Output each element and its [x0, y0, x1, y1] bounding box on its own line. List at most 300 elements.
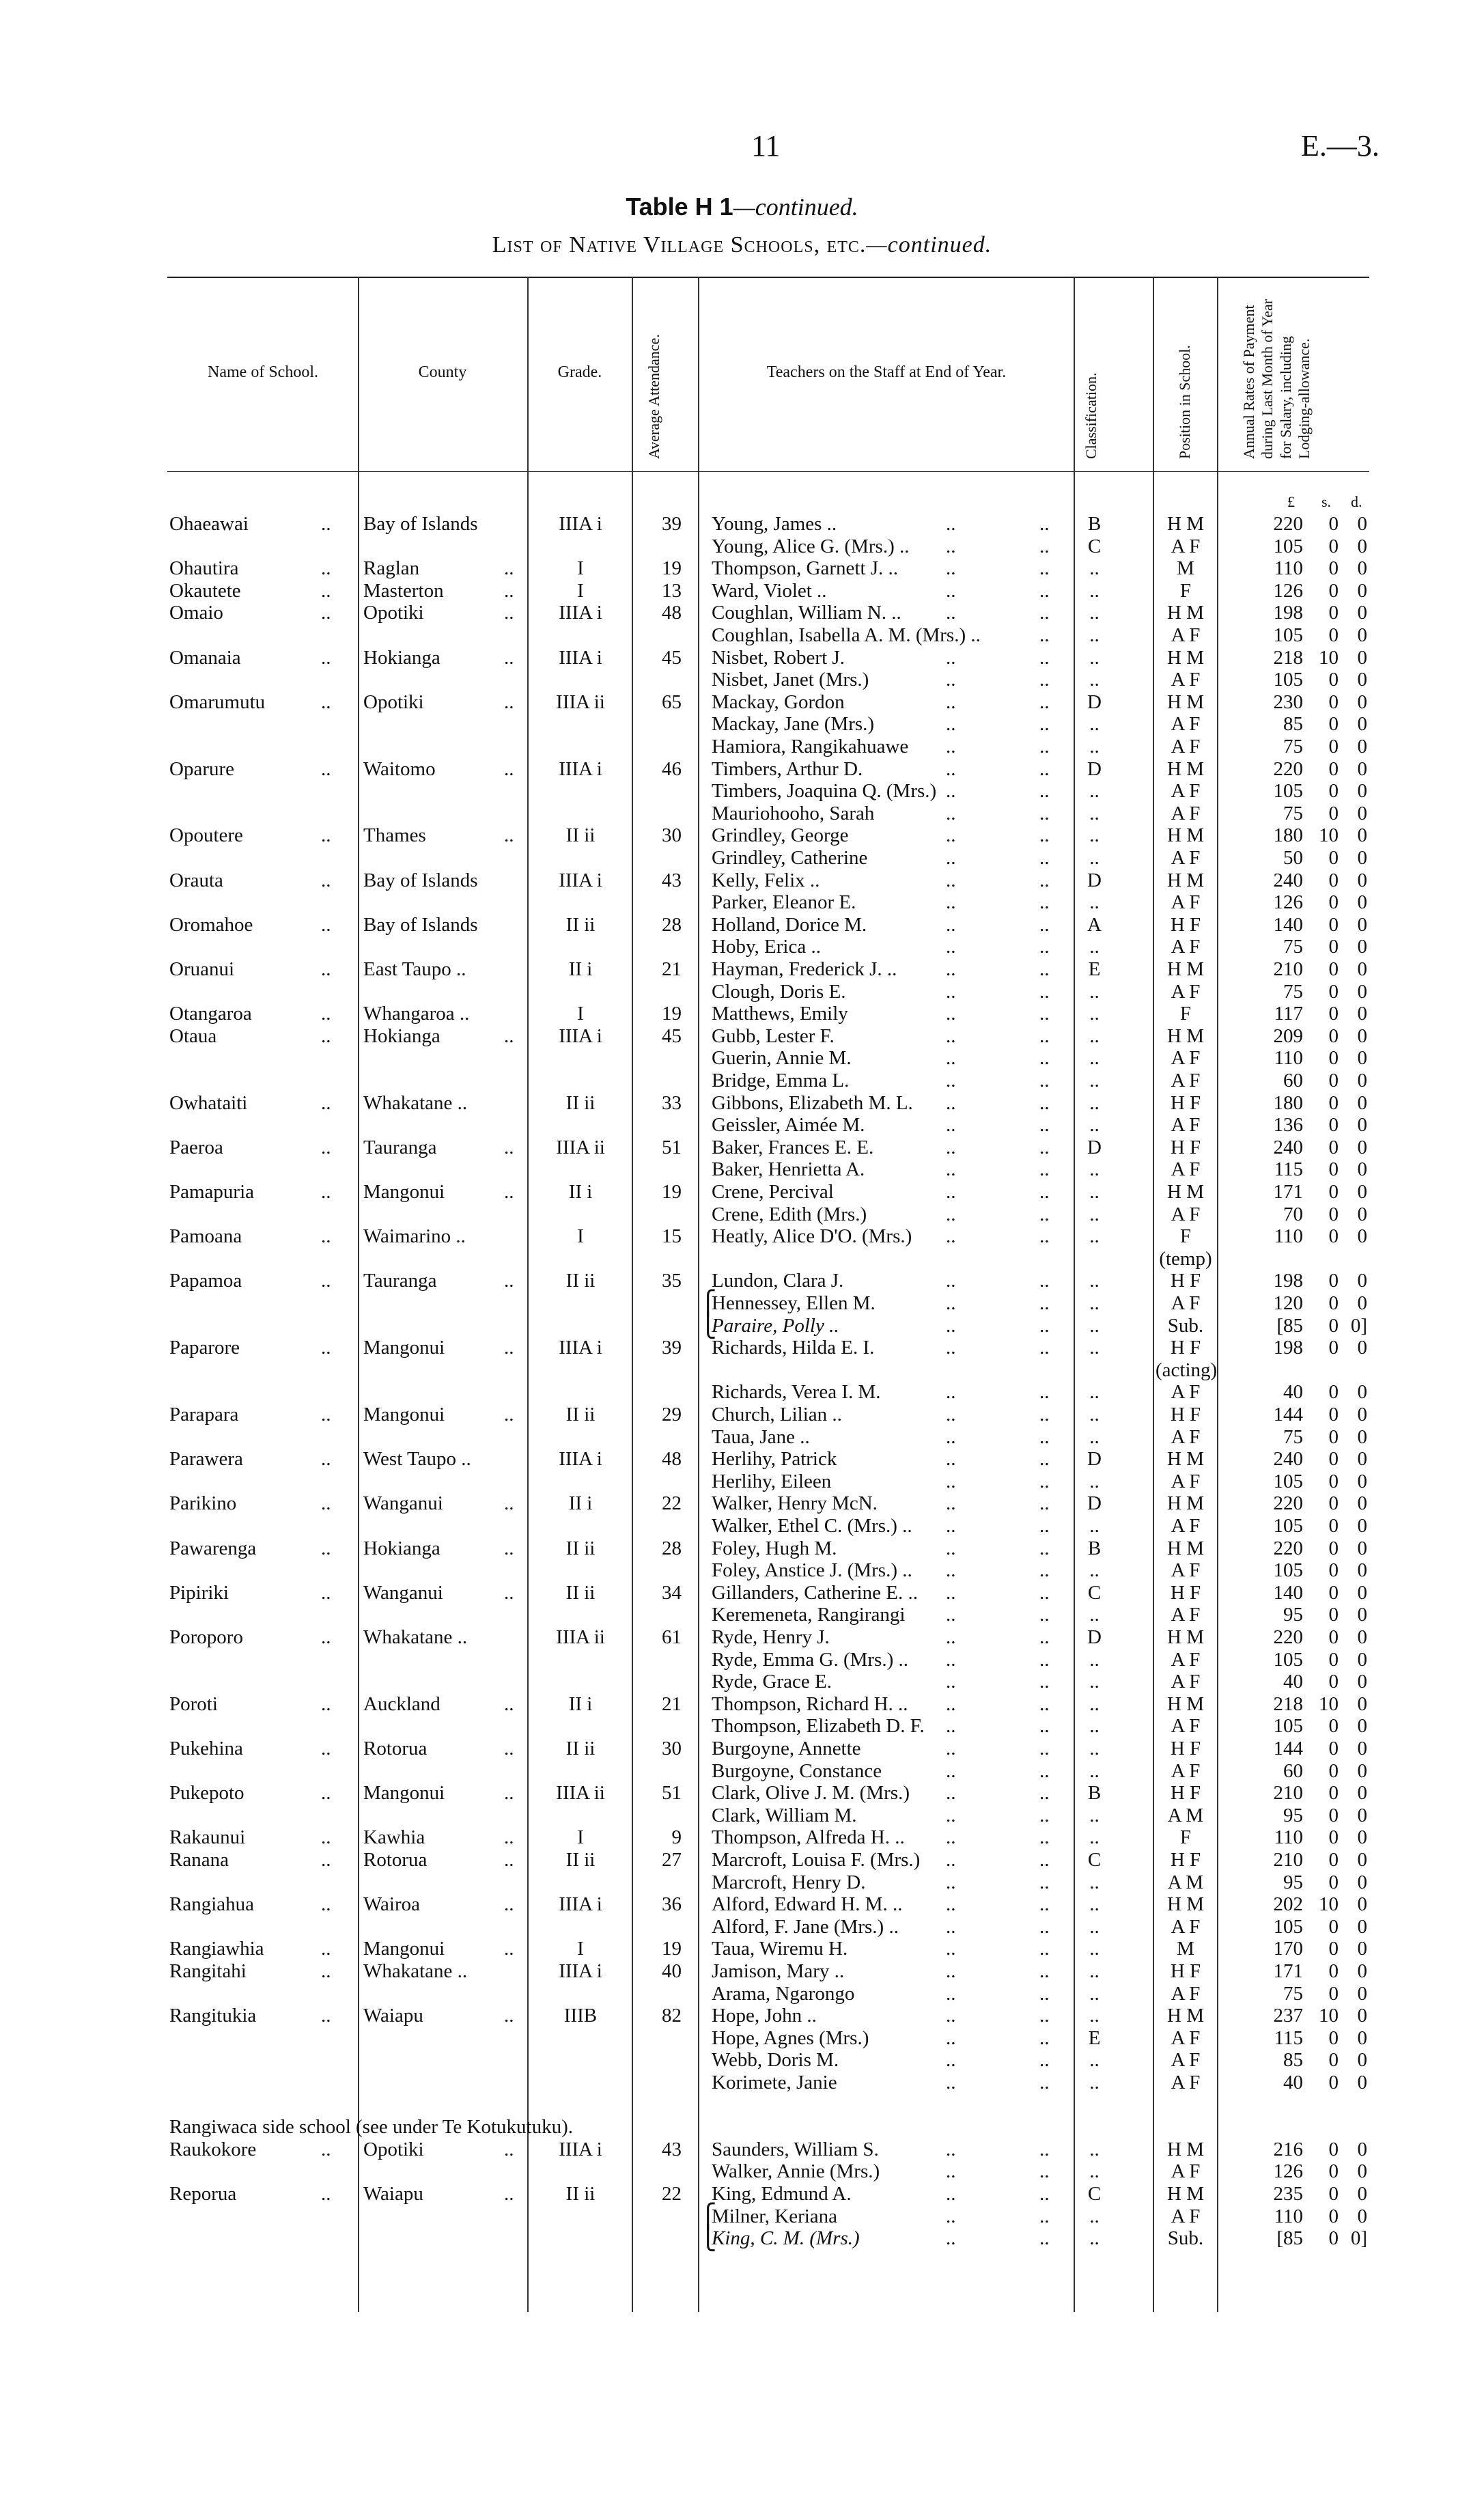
rate-pounds: 95 — [1283, 1804, 1303, 1826]
table-row — [0, 1270, 1484, 1292]
rate-shillings: 0 — [1328, 2027, 1339, 2049]
leader-dots: .. — [1039, 1581, 1050, 1604]
leader-dots: .. — [1039, 757, 1050, 780]
school-name: Poroti — [169, 1693, 218, 1715]
table-row — [0, 691, 1484, 714]
rate-pounds: 70 — [1283, 1203, 1303, 1225]
teacher-name: Crene, Edith (Mrs.) — [712, 1203, 867, 1225]
table-row — [0, 869, 1484, 892]
teacher-name: Ryde, Emma G. (Mrs.) .. — [712, 1648, 908, 1671]
school-name: Pukehina — [169, 1738, 243, 1759]
rate-shillings: 0 — [1328, 1559, 1339, 1582]
classification: D — [1087, 1136, 1102, 1158]
school-name: Opoutere — [169, 824, 243, 847]
leader-dots: .. — [946, 1448, 956, 1471]
teacher-name: Ryde, Henry J. — [712, 1626, 830, 1648]
rate-shillings: 0 — [1328, 913, 1339, 936]
leader-dots: .. — [1039, 1515, 1050, 1537]
average-attendance: 22 — [662, 1492, 682, 1515]
leader-dots: .. — [1039, 736, 1050, 757]
teacher-name: Nisbet, Janet (Mrs.) — [712, 669, 869, 691]
position-in-school: A F — [1171, 2205, 1201, 2227]
rate-pounds: 170 — [1273, 1938, 1303, 1960]
table-row — [0, 1515, 1484, 1537]
table-row — [0, 602, 1484, 624]
rate-pence: 0 — [1357, 2005, 1367, 2027]
table-row — [0, 1158, 1484, 1181]
leader-dots: .. — [946, 1203, 956, 1225]
leader-dots: .. — [1039, 513, 1050, 535]
table-row — [0, 557, 1484, 580]
school-name: Reporua — [169, 2183, 237, 2205]
leader-dots: .. — [321, 824, 331, 847]
rate-shillings: 0 — [1328, 1404, 1339, 1425]
table-row — [0, 1471, 1484, 1493]
rate-shillings: 0 — [1328, 1225, 1339, 1248]
teacher-name: Marcroft, Henry D. — [712, 1871, 866, 1893]
leader-dots: .. — [946, 1759, 956, 1782]
rate-shillings: 0 — [1328, 1715, 1339, 1738]
county: Hokianga — [363, 646, 440, 669]
county: Wairoa — [363, 1893, 421, 1916]
leader-dots: .. — [321, 757, 331, 780]
leader-dots: .. — [946, 691, 956, 713]
rate-shillings: 0 — [1328, 1270, 1339, 1292]
cross-reference-note: Rangiwaca side school (see under Te Kotukutuku). — [169, 2116, 573, 2139]
rate-pence: 0 — [1357, 1003, 1367, 1025]
grade: II ii — [565, 1849, 596, 1871]
teacher-name: Mauriohooho, Sarah — [712, 802, 875, 824]
average-attendance: 28 — [662, 1537, 682, 1559]
classification: .. — [1089, 1671, 1100, 1693]
rate-pence: 0 — [1357, 713, 1367, 736]
position-in-school: H M — [1167, 1025, 1204, 1047]
rate-shillings: 0 — [1328, 736, 1339, 757]
county: Bay of Islands — [363, 513, 478, 535]
school-name: Parawera — [169, 1448, 243, 1471]
school-name: Rakaunui — [169, 1826, 246, 1849]
leader-dots: .. — [504, 1181, 514, 1203]
leader-dots: .. — [946, 802, 956, 824]
rate-pence: 0 — [1357, 1693, 1367, 1715]
rate-pence: 0 — [1357, 847, 1367, 869]
grade: II ii — [565, 824, 596, 847]
leader-dots: .. — [946, 1559, 956, 1582]
leader-dots: .. — [1039, 624, 1050, 646]
rate-pence: 0 — [1357, 1181, 1367, 1203]
classification: .. — [1089, 1715, 1100, 1738]
rate-pence: 0 — [1357, 2049, 1367, 2072]
rate-pence: 0 — [1357, 1225, 1367, 1248]
rate-pence: 0 — [1357, 1091, 1367, 1114]
rate-pounds: 210 — [1273, 958, 1303, 980]
teacher-name: Webb, Doris M. — [712, 2049, 839, 2072]
position-in-school: H F — [1170, 1738, 1201, 1759]
grade: IIIA i — [559, 1337, 602, 1359]
leader-dots: .. — [321, 958, 331, 980]
leader-dots: .. — [946, 1804, 956, 1826]
rate-shillings: 0 — [1328, 1070, 1339, 1091]
teacher-name: Herlihy, Eileen — [712, 1470, 832, 1492]
school-name: Poroporo — [169, 1626, 243, 1648]
leader-dots: .. — [946, 913, 956, 936]
position-in-school: A F — [1171, 669, 1201, 691]
leader-dots: .. — [321, 1537, 331, 1559]
leader-dots: .. — [1039, 1982, 1050, 2005]
leader-dots: .. — [946, 2205, 956, 2227]
leader-dots: .. — [946, 1826, 956, 1849]
table-row — [0, 624, 1484, 647]
rate-shillings: 0 — [1328, 1515, 1339, 1537]
school-name: Rangiawhia — [169, 1938, 264, 1960]
leader-dots: .. — [946, 1470, 956, 1492]
rate-shillings: 0 — [1328, 1136, 1339, 1158]
classification: .. — [1089, 1604, 1100, 1626]
header-position-in-school: Position in School. — [1176, 345, 1193, 459]
leader-dots: .. — [504, 691, 514, 713]
table-row — [0, 1492, 1484, 1515]
teacher-name: Coughlan, Isabella A. M. (Mrs.) .. — [712, 624, 981, 646]
rate-pence: 0 — [1357, 1715, 1367, 1738]
grade: IIIA i — [559, 869, 602, 891]
classification: .. — [1089, 847, 1100, 869]
leader-dots: .. — [946, 936, 956, 958]
rate-shillings: 0 — [1328, 1314, 1339, 1337]
leader-dots: .. — [946, 891, 956, 914]
teacher-name: Holland, Dorice M. — [712, 913, 867, 936]
teacher-name: Taua, Wiremu H. — [712, 1938, 848, 1960]
classification: .. — [1089, 980, 1100, 1003]
leader-dots: .. — [504, 602, 514, 624]
position-in-school: H F — [1170, 1337, 1201, 1359]
table-row — [0, 914, 1484, 936]
rate-shillings: 0 — [1328, 1158, 1339, 1181]
teacher-name: Bridge, Emma L. — [712, 1070, 850, 1091]
rate-pounds: 105 — [1273, 1470, 1303, 1492]
rate-pounds: 220 — [1273, 513, 1303, 535]
rate-shillings: 0 — [1328, 1292, 1339, 1314]
page-number: 11 — [751, 129, 781, 163]
classification: .. — [1089, 1693, 1100, 1715]
classification: .. — [1089, 824, 1100, 847]
rate-pounds: 105 — [1273, 1559, 1303, 1582]
leader-dots: .. — [1039, 2160, 1050, 2183]
rate-pence: 0 — [1357, 1581, 1367, 1604]
leader-dots: .. — [946, 1425, 956, 1448]
leader-dots: .. — [946, 2227, 956, 2250]
leader-dots: .. — [1039, 1203, 1050, 1225]
grade: IIIA i — [559, 1025, 602, 1047]
school-name: Rangiahua — [169, 1893, 255, 1916]
leader-dots: .. — [1039, 1626, 1050, 1648]
leader-dots: .. — [946, 780, 956, 803]
rate-pounds: 210 — [1273, 1849, 1303, 1871]
classification: .. — [1089, 1070, 1100, 1091]
leader-dots: .. — [946, 1693, 956, 1715]
leader-dots: .. — [946, 1270, 956, 1292]
document-code: E.—3. — [1301, 129, 1380, 163]
leader-dots: .. — [321, 557, 331, 580]
teacher-name: Church, Lilian .. — [712, 1404, 842, 1425]
classification: A — [1087, 913, 1102, 936]
position-in-school: F — [1179, 1003, 1192, 1025]
leader-dots: .. — [1039, 1826, 1050, 1849]
average-attendance: 19 — [662, 557, 682, 580]
classification: D — [1087, 1626, 1102, 1648]
teacher-name: Lundon, Clara J. — [712, 1270, 844, 1292]
classification: .. — [1089, 1270, 1100, 1292]
grade: II ii — [565, 913, 596, 936]
leader-dots: .. — [1039, 1091, 1050, 1114]
leader-dots: .. — [504, 757, 514, 780]
rate-shillings: 0 — [1328, 1738, 1339, 1759]
position-in-school: Sub. — [1167, 1314, 1204, 1337]
county: Waiapu — [363, 2005, 423, 2027]
leader-dots: .. — [1039, 1738, 1050, 1759]
table-row — [0, 2183, 1484, 2205]
table-row — [0, 2072, 1484, 2094]
rate-pounds: 85 — [1283, 713, 1303, 736]
leader-dots: .. — [321, 1826, 331, 1849]
classification: .. — [1089, 602, 1100, 624]
classification: .. — [1089, 624, 1100, 646]
leader-dots: .. — [1039, 1559, 1050, 1582]
rate-pounds: 117 — [1274, 1003, 1303, 1025]
rate-pounds: 240 — [1273, 1448, 1303, 1471]
leader-dots: .. — [504, 1826, 514, 1849]
teacher-name: Crene, Percival — [712, 1181, 834, 1203]
grade: IIIA i — [559, 2138, 602, 2160]
table-row — [0, 1626, 1484, 1649]
rate-pounds: 198 — [1273, 602, 1303, 624]
rate-shillings: 0 — [1328, 2049, 1339, 2072]
rate-pence: 0 — [1357, 2027, 1367, 2049]
teacher-name: Walker, Ethel C. (Mrs.) .. — [712, 1515, 912, 1537]
rate-shillings: 0 — [1328, 579, 1339, 602]
grade: II ii — [565, 1404, 596, 1425]
teacher-name: Foley, Anstice J. (Mrs.) .. — [712, 1559, 912, 1582]
table-row — [0, 1849, 1484, 1871]
leader-dots: .. — [946, 1871, 956, 1893]
county: Thames — [363, 824, 426, 847]
rate-pounds: 40 — [1283, 1671, 1303, 1693]
position-in-school: A F — [1171, 1381, 1201, 1404]
table-top-rule — [167, 277, 1369, 278]
position-in-school: A F — [1171, 2027, 1201, 2049]
rate-pence: 0 — [1357, 913, 1367, 936]
table-row — [0, 2227, 1484, 2250]
table-row — [0, 2049, 1484, 2072]
rate-pounds: 110 — [1274, 1225, 1303, 1248]
table-row — [0, 1760, 1484, 1783]
grade: I — [577, 557, 584, 580]
leader-dots: .. — [321, 1225, 331, 1248]
table-row — [0, 1248, 1484, 1270]
rate-pounds: 40 — [1283, 1381, 1303, 1404]
classification: .. — [1089, 1025, 1100, 1047]
table-row — [0, 1292, 1484, 1315]
leader-dots: .. — [1039, 802, 1050, 824]
school-name: Omanaia — [169, 646, 241, 669]
teacher-name: Thompson, Garnett J. .. — [712, 557, 899, 580]
leader-dots: .. — [946, 1915, 956, 1938]
leader-dots: .. — [321, 2183, 331, 2205]
rate-pounds: 115 — [1274, 2027, 1303, 2049]
classification: D — [1087, 1448, 1102, 1471]
average-attendance: 9 — [671, 1826, 682, 1849]
teacher-name: Paraire, Polly .. — [712, 1314, 839, 1337]
leader-dots: .. — [946, 2049, 956, 2072]
grade: II ii — [565, 1091, 596, 1114]
average-attendance: 51 — [662, 1136, 682, 1158]
grade: IIIA i — [559, 513, 602, 535]
school-name: Parikino — [169, 1492, 237, 1515]
table-row — [0, 981, 1484, 1003]
teacher-name: Thompson, Alfreda H. .. — [712, 1826, 905, 1849]
school-name: Oruanui — [169, 958, 235, 980]
rate-pounds: 237 — [1273, 2005, 1303, 2027]
rate-pounds: 105 — [1273, 1515, 1303, 1537]
table-row — [0, 535, 1484, 558]
leader-dots: .. — [946, 1604, 956, 1626]
classification: .. — [1089, 1158, 1100, 1181]
rate-pounds: 105 — [1273, 624, 1303, 646]
table-title — [0, 193, 1484, 221]
leader-dots: .. — [1039, 1404, 1050, 1425]
rate-pence: 0 — [1357, 1337, 1367, 1359]
teacher-name: Keremeneta, Rangirangi — [712, 1604, 906, 1626]
rate-pence: 0 — [1357, 1759, 1367, 1782]
grade: I — [577, 1938, 584, 1960]
teacher-name: Gubb, Lester F. — [712, 1025, 835, 1047]
leader-dots: .. — [946, 847, 956, 869]
teacher-name: Alford, F. Jane (Mrs.) .. — [712, 1915, 899, 1938]
county: Bay of Islands — [363, 913, 478, 936]
leader-dots: .. — [504, 557, 514, 580]
leader-dots: .. — [1039, 1381, 1050, 1404]
school-name: Pamapuria — [169, 1181, 255, 1203]
grade: IIIA i — [559, 1960, 602, 1982]
classification: .. — [1089, 936, 1100, 958]
teacher-name: Saunders, William S. — [712, 2138, 879, 2160]
classification: .. — [1089, 736, 1100, 757]
grade: I — [577, 579, 584, 602]
leader-dots: .. — [946, 1381, 956, 1404]
leader-dots: .. — [946, 1648, 956, 1671]
leader-dots: .. — [946, 1581, 956, 1604]
table-row — [0, 2139, 1484, 2161]
table-row — [0, 1738, 1484, 1760]
position-in-school: A F — [1171, 2072, 1201, 2093]
average-attendance: 27 — [662, 1849, 682, 1871]
table-row — [0, 780, 1484, 803]
rate-shillings: 0 — [1328, 1492, 1339, 1515]
position-in-school: A F — [1171, 1648, 1201, 1671]
average-attendance: 28 — [662, 913, 682, 936]
county: Whakatane .. — [363, 1626, 468, 1648]
position-in-school: H M — [1167, 602, 1204, 624]
rate-pounds: 218 — [1273, 646, 1303, 669]
rate-pounds: 235 — [1273, 2183, 1303, 2205]
rate-pence: 0 — [1357, 980, 1367, 1003]
position-in-school: A F — [1171, 624, 1201, 646]
position-in-school: H M — [1167, 691, 1204, 713]
leader-dots: .. — [1039, 2027, 1050, 2049]
table-title-suffix: —continued. — [733, 193, 858, 221]
leader-dots: .. — [1039, 2049, 1050, 2072]
teacher-name: King, C. M. (Mrs.) — [712, 2227, 860, 2250]
leader-dots: .. — [946, 1292, 956, 1314]
rate-pence: 0 — [1357, 1158, 1367, 1181]
county: Mangonui — [363, 1337, 445, 1359]
leader-dots: .. — [946, 1715, 956, 1738]
table-row — [0, 1693, 1484, 1716]
position-in-school: H F — [1170, 1849, 1201, 1871]
grade: I — [577, 1003, 584, 1025]
leader-dots: .. — [504, 1893, 514, 1916]
position-in-school: F — [1179, 1225, 1192, 1248]
table-row — [0, 2160, 1484, 2183]
leader-dots: .. — [946, 1849, 956, 1871]
table-row — [0, 580, 1484, 602]
leader-dots: .. — [1039, 669, 1050, 691]
table-row — [0, 758, 1484, 781]
leader-dots: .. — [946, 2183, 956, 2205]
leader-dots: .. — [504, 1492, 514, 1515]
rate-pounds: 95 — [1283, 1871, 1303, 1893]
leader-dots: .. — [946, 2160, 956, 2183]
county: Tauranga — [363, 1270, 437, 1292]
leader-dots: .. — [1039, 1938, 1050, 1960]
leader-dots: .. — [504, 1270, 514, 1292]
rate-shillings: 0 — [1328, 780, 1339, 803]
leader-dots: .. — [504, 1136, 514, 1158]
leader-dots: .. — [504, 646, 514, 669]
county: Mangonui — [363, 1181, 445, 1203]
rate-shillings: 0 — [1328, 713, 1339, 736]
rate-pounds: 126 — [1273, 891, 1303, 914]
school-name: Rangitahi — [169, 1960, 247, 1982]
rate-shillings: 0 — [1328, 1381, 1339, 1404]
position-in-school: A F — [1171, 802, 1201, 824]
rate-shillings: 0 — [1328, 757, 1339, 780]
header-county: County — [418, 363, 467, 381]
leader-dots: .. — [1039, 2072, 1050, 2093]
leader-dots: .. — [321, 1849, 331, 1871]
header-classification: Classification. — [1082, 372, 1100, 459]
brace-mark: ⎧ — [699, 2203, 717, 2229]
leader-dots: .. — [946, 1181, 956, 1203]
leader-dots: .. — [1039, 557, 1050, 580]
leader-dots: .. — [946, 2138, 956, 2160]
position-in-school: A F — [1171, 2160, 1201, 2183]
rate-shillings: 0 — [1328, 624, 1339, 646]
table-row — [0, 1871, 1484, 1894]
position-in-school: H M — [1167, 1181, 1204, 1203]
classification: .. — [1089, 891, 1100, 914]
position-in-school: A F — [1171, 1047, 1201, 1070]
rate-pounds: 140 — [1273, 1581, 1303, 1604]
leader-dots: .. — [946, 579, 956, 602]
grade: II ii — [565, 2183, 596, 2205]
leader-dots: .. — [946, 1404, 956, 1425]
teacher-name: Hope, John .. — [712, 2005, 817, 2027]
rate-pence: 0 — [1357, 1425, 1367, 1448]
leader-dots: .. — [1039, 1448, 1050, 1471]
position-in-school: A F — [1171, 2049, 1201, 2072]
rate-pounds: 75 — [1283, 936, 1303, 958]
leader-dots: .. — [321, 2138, 331, 2160]
